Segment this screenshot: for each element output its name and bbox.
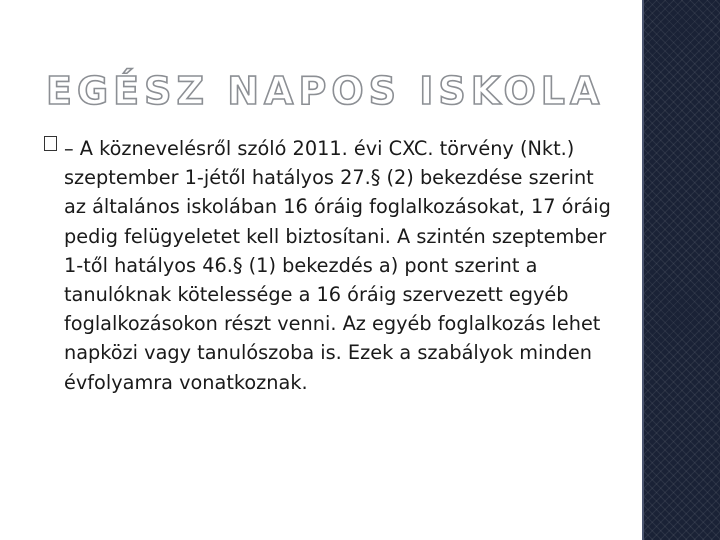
slide-title: EGÉSZ NAPOS ISKOLA [46,69,605,113]
bullet-text: – A köznevelésről szóló 2011. évi CXC. törvény (Nkt.) szeptember 1-jétől hatályos 27.§ (2) bekezdése szerint az általános iskolában 16 óráig foglalkozásokat, 17 óráig pedig felügyeletet kell biztosítani. A szintén szeptember 1-től hatályos 46.§ (1) bekezdés a) pont szerint a tanulóknak kötelessége a 16 óráig szervezett egyéb foglalkozásokon részt venni. Az egyéb foglalkozás lehet napközi vagy tanulószoba is. Ezek a szabályok minden évfolyamra vonatkoznak. [64,137,611,394]
bullet-item [44,134,614,397]
square-box-icon [44,136,57,151]
decorative-sidebar [642,0,720,540]
